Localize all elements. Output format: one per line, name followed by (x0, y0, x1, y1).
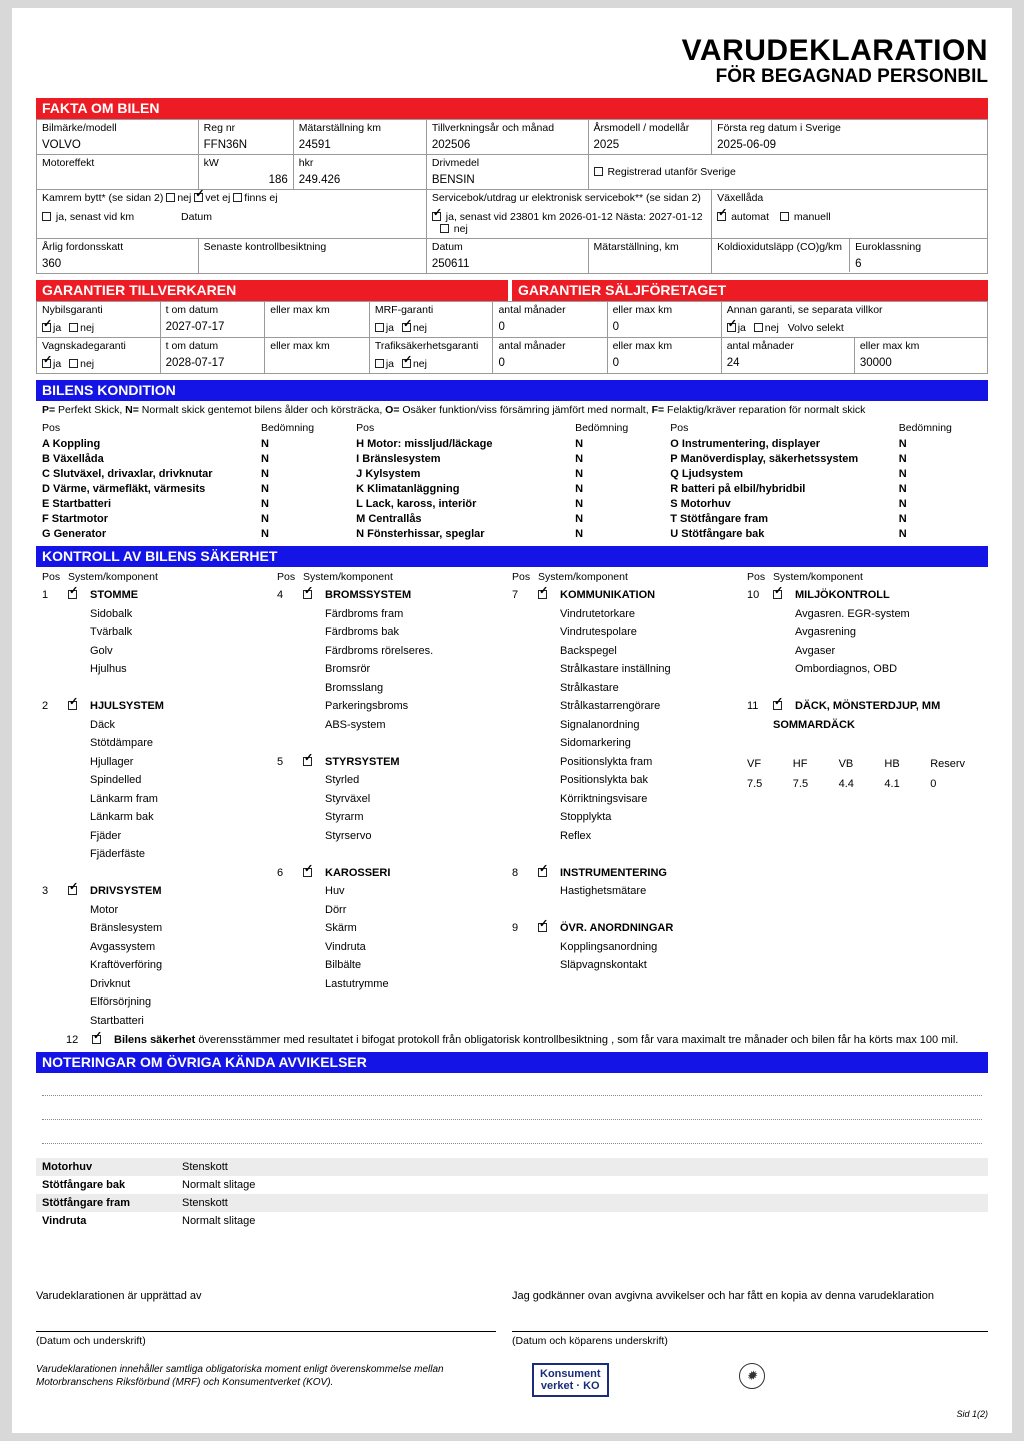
safety-item: Ombordiagnos, OBD (795, 663, 898, 675)
signature-right-title: Jag godkänner ovan avgivna avvikelser och har fått en kopia av denna varudeklaration (512, 1290, 934, 1302)
guarantee-mrf-months: antal månader 0 (493, 302, 607, 338)
safety-item: Stopplykta (560, 811, 612, 823)
tyre-season: SOMMARDÄCK (773, 718, 855, 731)
safety-item: Stötdämpare (90, 737, 153, 749)
safety-item: Backspegel (560, 644, 617, 657)
condition-col-bed-3: Bedömning (898, 422, 952, 434)
safety-item: Färdbroms fram (325, 607, 404, 620)
safety-item: Signalanordning (560, 718, 640, 731)
mrf-nej-checkbox[interactable] (402, 323, 411, 332)
condition-row: F Startmotor N M Centrallås N T Stötfångare fram N (42, 512, 907, 525)
section-header-guarantees-seller: GARANTIER SÄLJFÖRETAGET (512, 280, 988, 301)
safety-item: Tvärbalk (90, 626, 133, 638)
safety-item: Vindrutespolare (560, 626, 637, 638)
guarantee-mrf-maxkm: eller max km 0 (607, 302, 721, 338)
condition-col-pos-2: Pos (356, 422, 375, 434)
safety-group-ovr-anordningar: 9 ✓ ÖVR. ANORDNINGAR (512, 919, 741, 938)
facts-reg: Reg nr FFN36N (198, 120, 293, 155)
guarantee-body: Vagnskadegaranti ✓ja nej (37, 338, 161, 374)
guarantee-mrf: MRF-garanti ja ✓ nej (369, 302, 493, 338)
table-row: Vindruta Normalt slitage (42, 1215, 256, 1227)
table-row: Stötfångare bak Normalt slitage (42, 1179, 256, 1191)
other-ja-checkbox[interactable] (727, 323, 736, 332)
condition-row: C Slutväxel, drivaxlar, drivknutar N J Kylsystem N Q Ljudsystem N (42, 467, 907, 480)
facts-co2-euro: Koldioxidutsläpp (CO)g/km Euroklassning 6 (712, 239, 988, 274)
safety-item: Positionslykta bak (560, 774, 649, 786)
cambelt-finnsej-checkbox[interactable] (233, 193, 242, 202)
safety-item: Färdbroms rörelseres. (325, 644, 434, 657)
facts-brand: Bilmärke/modell VOLVO (37, 120, 199, 155)
condition-col-bed-1: Bedömning (260, 422, 315, 434)
safety-item: Hjulhus (90, 663, 127, 675)
stomme-checkbox[interactable] (68, 590, 77, 599)
guarantee-traffic: Trafiksäkerhetsgaranti ja ✓ nej (369, 338, 493, 374)
safety-columns (36, 567, 988, 1030)
safety-item: Styrväxel (325, 792, 371, 805)
safety-column-1: Pos System/komponent 1 ✓ STOMME Sidobalk Tvärbalk Golv Hjulhus 2 ✓ HJULSYSTEM Däck Stötdämpare Hjullager Spindelled Länkarm fram Länkarm bak Fjäder Fjäderfäste 3 ✓ DRIVSYSTEM Motor Bränslesystem Avgassystem Kraftöverföring Drivknut Elförsörjning Startbatteri (42, 571, 277, 1030)
safety-item: Kopplingsanordning (560, 940, 658, 953)
safety-item: Släpvagnskontakt (560, 959, 647, 971)
safety-group-styrsystem: 5 ✓ STYRSYSTEM (277, 753, 506, 772)
safety-item: Styrled (325, 774, 360, 786)
gearbox-manuell-checkbox[interactable] (780, 212, 789, 221)
page-number: Sid 1(2) (956, 1409, 988, 1419)
servicebook-nej-checkbox[interactable] (440, 224, 449, 233)
section-header-condition: BILENS KONDITION (36, 380, 988, 401)
ovr-anordningar-checkbox[interactable] (538, 923, 547, 932)
guarantee-body-maxkm: eller max km (265, 338, 370, 374)
safety-item: Positionslykta fram (560, 755, 653, 768)
condition-legend: P= Perfekt Skick, N= Normalt skick gentemot bilens ålder och körsträcka, O= Osäker funktion/viss försämring jämfört med normalt, F= Felaktig/kräver reparation för normalt skick (42, 404, 866, 416)
safety-item: Länkarm bak (90, 811, 154, 823)
safety-item: Styrservo (325, 829, 372, 842)
safety-item: Fjäder (90, 829, 122, 842)
hjulsystem-checkbox[interactable] (68, 701, 77, 710)
facts-odometer: Mätarställning km 24591 (293, 120, 426, 155)
guarantee-other-months: antal månader 24 (721, 338, 854, 374)
facts-fuel: Drivmedel BENSIN (426, 155, 588, 190)
safety-column-4: Pos System/komponent 10 ✓ MILJÖKONTROLL Avgasren. EGR-system Avgasrening Avgaser Ombordiagnos, OBD 11 ✓ DÄCK, MÖNSTERDJUP, MM SOMMARDÄCK VF HF VB HB Reserv 7.5 7.5 4.4 4.1 0 (747, 571, 982, 1030)
guarantee-newcar-maxkm: eller max km (265, 302, 370, 338)
safety-group-karosseri: 6 ✓ KAROSSERI (277, 864, 506, 883)
guarantee-other: Annan garanti, se separata villkor ✓ja nej Volvo selekt (721, 302, 987, 338)
safety-item: Lastutrymme (325, 977, 389, 990)
condition-table (36, 420, 988, 541)
table-row: Motorhuv Stenskott (36, 1158, 988, 1176)
instrumentering-checkbox[interactable] (538, 868, 547, 877)
mrf-logo (739, 1363, 765, 1389)
tyre-headers: VF HF VB HB Reserv (747, 757, 966, 770)
facts-registered-abroad: Registrerad utanför Sverige (588, 155, 987, 190)
newcar-ja-checkbox[interactable] (42, 323, 51, 332)
deviations-table (36, 1158, 988, 1230)
other-nej-checkbox[interactable] (754, 323, 763, 332)
safety-item: Strålkastare (560, 681, 619, 694)
safety-group-bromssystem: 4 ✓ BROMSSYSTEM (277, 586, 506, 605)
guarantee-traffic-months: antal månader 0 (493, 338, 607, 374)
condition-row: B Växellåda N I Bränslesystem N P Manöverdisplay, säkerhetssystem N (42, 452, 907, 465)
safety-item: Bränslesystem (90, 922, 163, 934)
signature-left-field[interactable] (36, 1302, 496, 1332)
facts-servicebook: Servicebok/utdrag ur elektronisk servicebok** (se sidan 2) ✓ ja, senast vid 23801 km 2026-01-12 Nästa: 2027-01-12 nej (426, 190, 711, 239)
document-page (12, 8, 1012, 1433)
condition-col-pos-3: Pos (670, 422, 689, 434)
bilens-sakerhet-checkbox[interactable] (92, 1035, 101, 1044)
safety-item: Hastighetsmätare (560, 885, 647, 897)
safety-item: Elförsörjning (90, 996, 152, 1008)
facts-manufacture-date: Tillverkningsår och månad 202506 (426, 120, 588, 155)
safety-item: Golv (90, 644, 113, 657)
guarantee-body-tom: t om datum 2028-07-17 (160, 338, 265, 374)
facts-power: Motoreffekt (37, 155, 199, 190)
note-line[interactable] (42, 1129, 982, 1144)
facts-first-registration: Första reg datum i Sverige 2025-06-09 (712, 120, 988, 155)
signature-right-field[interactable] (512, 1302, 988, 1332)
condition-col-pos-1: Pos (42, 422, 61, 434)
safety-item: Bromsslang (325, 681, 384, 694)
document-title (36, 24, 988, 88)
tyre-values: 7.5 7.5 4.4 4.1 0 (747, 777, 937, 790)
safety-item: Avgasren. EGR-system (795, 607, 910, 620)
safety-item: Sidobalk (90, 607, 133, 620)
safety-group-kommunikation: 7 ✓ KOMMUNIKATION (512, 586, 741, 605)
condition-col-bed-2: Bedömning (575, 422, 629, 434)
safety-group-drivsystem: 3 ✓ DRIVSYSTEM (42, 882, 271, 901)
safety-item: Reflex (560, 829, 592, 842)
safety-item: Dörr (325, 903, 347, 916)
registered-abroad-checkbox[interactable] (594, 167, 603, 176)
guarantee-other-maxkm: eller max km 30000 (854, 338, 987, 374)
karosseri-checkbox[interactable] (303, 868, 312, 877)
safety-group-dack: 11 ✓ DÄCK, MÖNSTERDJUP, MM (747, 697, 976, 716)
body-ja-checkbox[interactable] (42, 359, 51, 368)
note-line[interactable] (42, 1105, 982, 1120)
traffic-ja-checkbox[interactable] (375, 359, 384, 368)
safety-item: Spindelled (90, 774, 142, 786)
safety-item: Bilbälte (325, 959, 362, 971)
facts-hkr: hkr 249.426 (293, 155, 426, 190)
signature-left-sub: (Datum och underskrift) (36, 1335, 146, 1347)
safety-group-instrumentering: 8 ✓ INSTRUMENTERING (512, 864, 741, 883)
condition-row: D Värme, värmefläkt, värmesits N K Klimatanläggning N R batteri på elbil/hybridbil N (42, 482, 907, 495)
table-row: Stötfångare fram Stenskott (36, 1194, 988, 1212)
safety-group-hjulsystem: 2 ✓ HJULSYSTEM (42, 697, 271, 716)
kommunikation-checkbox[interactable] (538, 590, 547, 599)
document-footer (36, 1363, 988, 1397)
safety-column-3: Pos System/komponent 7 ✓ KOMMUNIKATION Vindrutetorkare Vindrutespolare Backspegel Strålkastare inställning Strålkastare Strålkastarrengörare Signalanordning Sidomarkering Positionslykta fram Positionslykta bak Körriktningsvisare Stopplykta Reflex 8 ✓ INSTRUMENTERING Hastighetsmätare 9 ✓ ÖVR. ANORDNINGAR Kopplingsanordning Släpvagnskontakt (512, 571, 747, 1030)
facts-model-year: Årsmodell / modellår 2025 (588, 120, 712, 155)
facts-tax: Årlig fordonsskatt 360 (37, 239, 199, 274)
safety-item: Däck (90, 718, 116, 731)
guarantee-newcar-tom: t om datum 2027-07-17 (160, 302, 265, 338)
servicebook-ja-checkbox[interactable] (432, 212, 441, 221)
guarantee-newcar: Nybilsgaranti ✓ja nej (37, 302, 161, 338)
guarantee-traffic-maxkm: eller max km 0 (607, 338, 721, 374)
safety-item: Motor (90, 903, 119, 916)
section-header-guarantees-manufacturer: GARANTIER TILLVERKAREN (36, 280, 508, 301)
newcar-nej-checkbox[interactable] (69, 323, 78, 332)
facts-inspection-odo: Mätarställning, km (588, 239, 712, 274)
safety-note-12: 12 ✓ Bilens säkerhet överensstämmer med resultatet i bifogat protokoll från obligatorisk kontrollbesiktning , som får vara maximalt tre månader och bilen får ha körts max 100 mil. (36, 1030, 988, 1052)
safety-item: Avgasrening (795, 626, 856, 638)
cambelt-nej-checkbox[interactable] (166, 193, 175, 202)
safety-item: Hjullager (90, 755, 134, 768)
safety-item: Styrarm (325, 811, 364, 823)
section-header-safety: KONTROLL AV BILENS SÄKERHET (36, 546, 988, 567)
facts-cambelt: Kamrem bytt* (se sidan 2) nej ✓ vet ej finns ej ja, senast vid km Datum (37, 190, 427, 239)
safety-item: Körriktningsvisare (560, 792, 648, 805)
mrf-emblem-icon: ✹ (739, 1363, 765, 1389)
bromssystem-checkbox[interactable] (303, 590, 312, 599)
safety-item: Avgaser (795, 644, 836, 657)
safety-group-miljokontroll: 10 ✓ MILJÖKONTROLL (747, 586, 976, 605)
cambelt-vetej-checkbox[interactable] (194, 193, 203, 202)
styrsystem-checkbox[interactable] (303, 757, 312, 766)
facts-kw: kW 186 (198, 155, 293, 190)
guarantees-table (36, 301, 988, 374)
safety-item: Parkeringsbroms (325, 700, 409, 712)
gearbox-automat-checkbox[interactable] (717, 212, 726, 221)
signature-left-title: Varudeklarationen är upprättad av (36, 1290, 202, 1302)
konsumentverket-logo: Konsument verket · KO (532, 1363, 609, 1397)
footer-text: Varudeklarationen innehåller samtliga obligatoriska moment enligt överenskommelse mellan Motorbranschens Riksförbund (MRF) och Konsumentverket (KOV). (36, 1364, 444, 1388)
section-header-facts: FAKTA OM BILEN (36, 98, 988, 119)
signature-area (36, 1290, 988, 1347)
cambelt-ja-checkbox[interactable] (42, 212, 51, 221)
safety-item: Bromsrör (325, 663, 371, 675)
safety-item: Drivknut (90, 977, 131, 990)
facts-inspection-date: Datum 250611 (426, 239, 588, 274)
note-line[interactable] (42, 1081, 982, 1096)
safety-column-2: Pos System/komponent 4 ✓ BROMSSYSTEM Färdbroms fram Färdbroms bak Färdbroms rörelseres. Bromsrör Bromsslang Parkeringsbroms ABS-system 5 ✓ STYRSYSTEM Styrled Styrväxel Styrarm Styrservo 6 ✓ KAROSSERI Huv Dörr Skärm Vindruta Bilbälte Lastutrymme (277, 571, 512, 1030)
safety-item: Kraftöverföring (90, 959, 163, 971)
body-nej-checkbox[interactable] (69, 359, 78, 368)
safety-item: Färdbroms bak (325, 626, 399, 638)
facts-table (36, 119, 988, 274)
facts-gearbox: Växellåda ✓ automat manuell (712, 190, 988, 239)
section-header-notes: NOTERINGAR OM ÖVRIGA KÄNDA AVVIKELSER (36, 1052, 988, 1073)
condition-row: G Generator N N Fönsterhissar, speglar N U Stötfångare bak N (42, 527, 907, 540)
safety-item: ABS-system (325, 718, 386, 731)
safety-item: Strålkastarrengörare (560, 700, 661, 712)
miljokontroll-checkbox[interactable] (773, 590, 782, 599)
signature-right-sub: (Datum och köparens underskrift) (512, 1335, 668, 1347)
facts-inspection: Senaste kontrollbesiktning (198, 239, 426, 274)
safety-group-stomme: 1 ✓ STOMME (42, 586, 271, 605)
safety-item: Avgassystem (90, 940, 156, 953)
safety-item: Vindrutetorkare (560, 607, 636, 620)
safety-item: Vindruta (325, 940, 366, 953)
safety-item: Huv (325, 885, 345, 897)
mrf-ja-checkbox[interactable] (375, 323, 384, 332)
safety-item: Fjäderfäste (90, 848, 146, 860)
safety-item: Startbatteri (90, 1014, 144, 1027)
safety-item: Länkarm fram (90, 792, 158, 805)
drivsystem-checkbox[interactable] (68, 886, 77, 895)
safety-item: Sidomarkering (560, 737, 631, 749)
safety-item: Strålkastare inställning (560, 663, 671, 675)
traffic-nej-checkbox[interactable] (402, 359, 411, 368)
title-main: VARUDEKLARATION (681, 34, 988, 67)
title-sub: FÖR BEGAGNAD PERSONBIL (715, 66, 988, 87)
condition-row: A Koppling N H Motor: missljud/läckage N O Instrumentering, displayer N (42, 437, 907, 450)
condition-row: E Startbatteri N L Lack, kaross, interiör N S Motorhuv N (42, 497, 907, 510)
dack-checkbox[interactable] (773, 701, 782, 710)
safety-item: Skärm (325, 922, 357, 934)
